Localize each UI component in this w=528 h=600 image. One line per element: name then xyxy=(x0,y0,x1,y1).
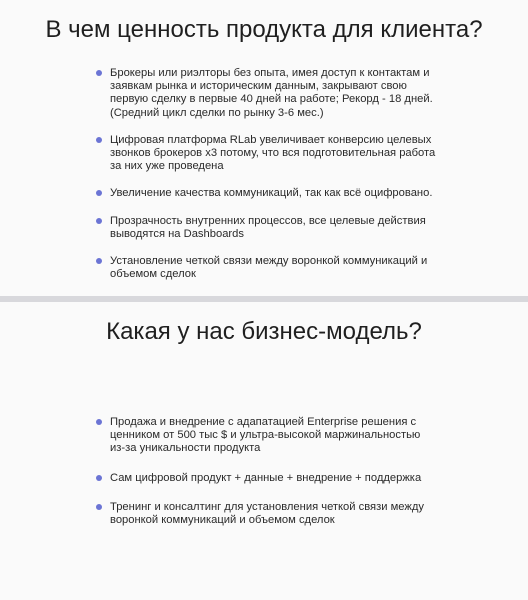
bullet-icon xyxy=(96,70,102,76)
list-item xyxy=(96,215,436,241)
list-item xyxy=(96,134,436,174)
bullet-text: Тренинг и консалтинг для установления четкой связи между воронкой коммуникаций и объемом сделок xyxy=(110,500,424,527)
bullet-text: Брокеры или риэлторы без опыта, имея доступ к контактам и заявкам рынка и историческим данным, закрывают свою первую сделку в первые 40 дней на работе; Рекорд - 18 дней. (Средний цикл сделки по рынку 3-6 мес.) xyxy=(110,67,433,119)
bullet-text: Прозрачность внутренних процессов, все целевые действия выводятся на Dashboards xyxy=(110,214,426,240)
slide-business-model xyxy=(0,302,528,600)
list-item xyxy=(96,501,436,527)
bullet-icon xyxy=(96,419,102,425)
bullet-text: Продажа и внедрение с адапатацией Enterprise решения с ценником от 500 тыс $ и ультра-высокой маржинальностью из-за уникальности продукта xyxy=(110,416,421,455)
list-item xyxy=(96,255,436,281)
bullet-text: Увеличение качества коммуникаций, так как всё оцифровано. xyxy=(110,187,433,200)
bullet-icon xyxy=(96,137,102,143)
bullet-text: Сам цифровой продукт + данные + внедрение + поддержка xyxy=(110,471,422,484)
list-item xyxy=(96,472,436,485)
slide-value-proposition xyxy=(0,0,528,296)
bullet-icon xyxy=(96,475,102,481)
bullet-icon xyxy=(96,504,102,510)
list-item xyxy=(96,187,436,200)
bullet-list xyxy=(96,67,436,295)
bullet-text: Установление четкой связи между воронкой коммуникаций и объемом сделок xyxy=(110,255,428,281)
list-item xyxy=(96,67,436,120)
bullet-list xyxy=(96,416,436,543)
slide-title: В чем ценность продукта для клиента? xyxy=(45,16,483,43)
slide-title: Какая у нас бизнес-модель? xyxy=(106,318,422,345)
bullet-text: Цифровая платформа RLab увеличивает конверсию целевых звонков брокеров x3 потому, что вся подготовительная работа за них уже проведена xyxy=(110,133,436,173)
bullet-icon xyxy=(96,190,102,196)
bullet-icon xyxy=(96,258,102,264)
bullet-icon xyxy=(96,218,102,224)
list-item xyxy=(96,416,436,456)
